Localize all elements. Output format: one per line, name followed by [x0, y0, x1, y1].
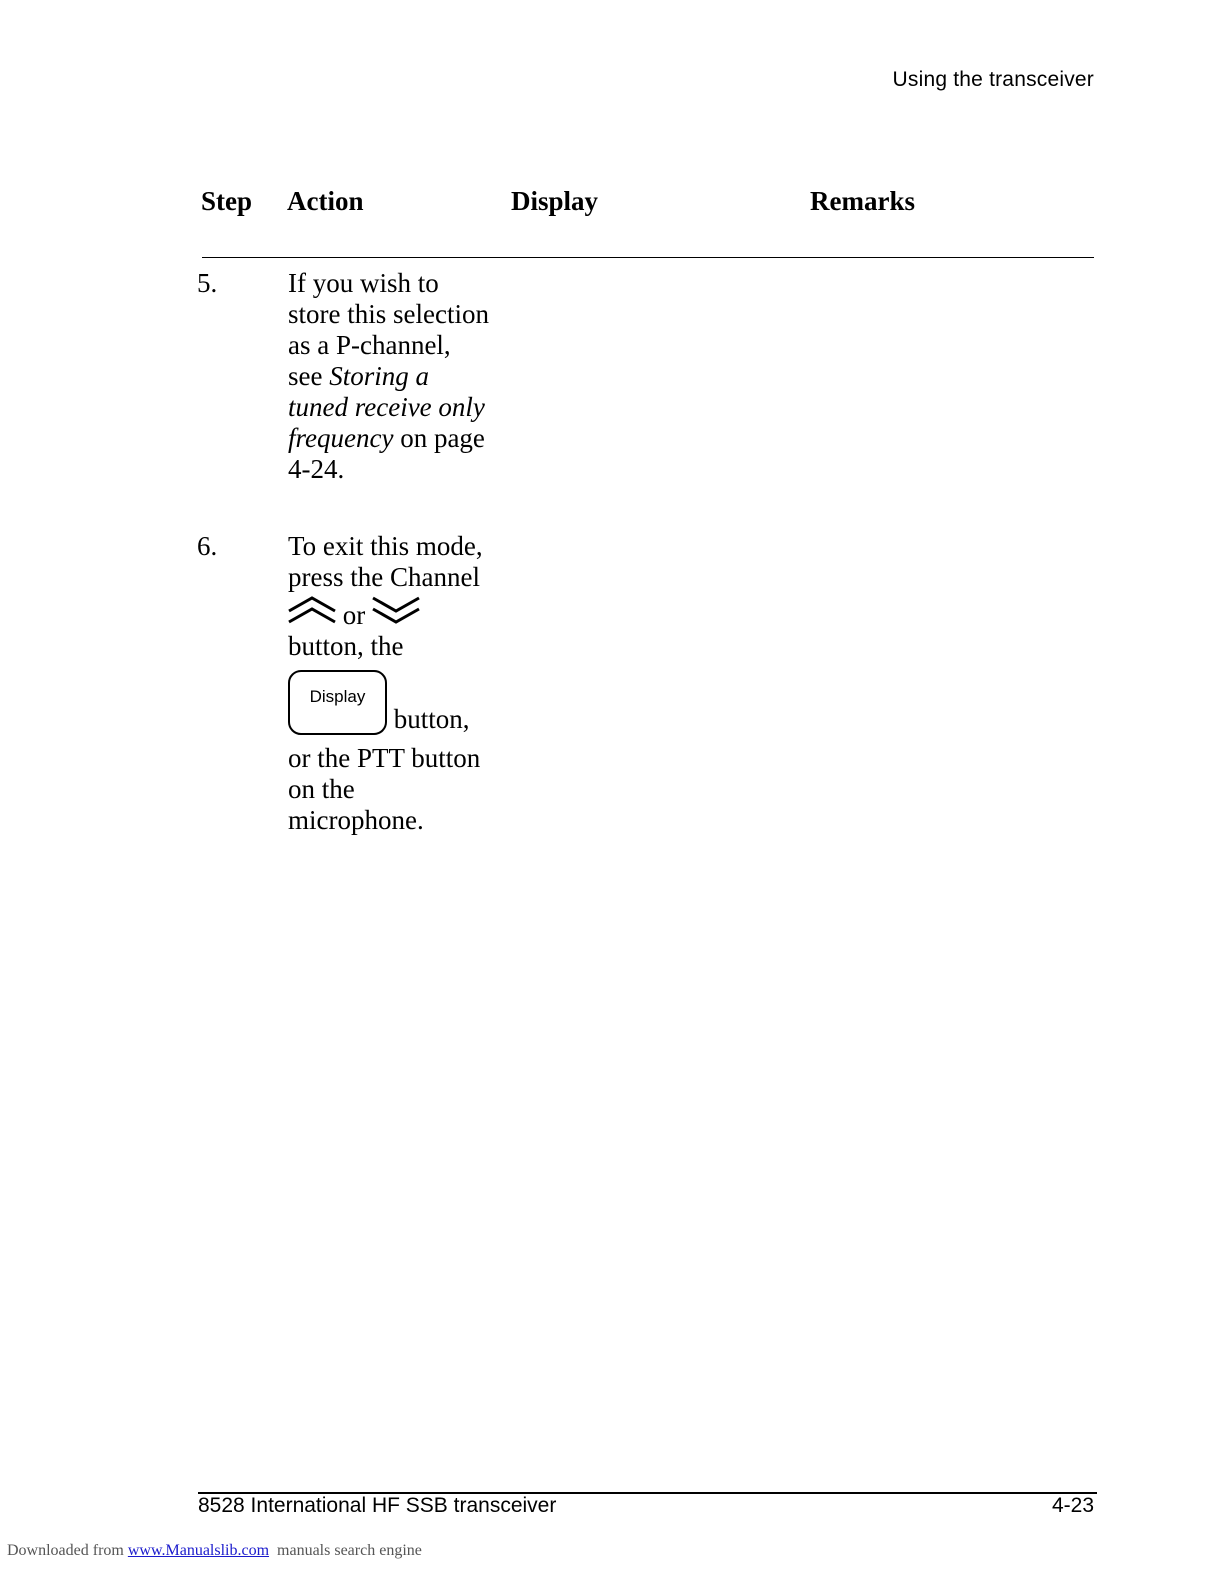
action-line: on the — [288, 774, 355, 804]
action-line: button, the — [288, 631, 404, 661]
manualslib-link[interactable]: www.Manualslib.com — [127, 1542, 270, 1559]
chevron-down-double-icon — [372, 596, 420, 631]
step-action-text — [288, 268, 498, 485]
action-line: or the PTT button — [288, 743, 481, 773]
action-text: button, — [387, 704, 470, 734]
display-key-button[interactable]: Display — [288, 670, 387, 735]
page-number: 4-23 — [1051, 1494, 1094, 1517]
footer-title: 8528 International HF SSB transceiver — [198, 1494, 557, 1517]
cross-reference-title: Storing a — [329, 361, 429, 391]
column-header-action: Action — [287, 186, 364, 216]
action-text: or — [336, 600, 372, 630]
action-text: on page — [393, 423, 485, 453]
action-line — [288, 423, 498, 454]
step-action-text — [288, 531, 498, 836]
step-number: 5. — [197, 268, 218, 298]
cross-reference-title: tuned receive only — [288, 392, 485, 422]
action-line: If you wish to — [288, 268, 439, 298]
column-header-remarks: Remarks — [810, 186, 915, 216]
action-text: see — [288, 361, 330, 391]
download-note — [7, 1542, 422, 1560]
action-line: microphone. — [288, 805, 424, 835]
action-line: press the Channel — [288, 562, 480, 592]
action-line — [288, 392, 498, 423]
column-header-display: Display — [511, 186, 599, 216]
step-number: 6. — [197, 531, 218, 561]
action-line — [288, 596, 498, 631]
download-note-suffix: manuals search engine — [269, 1542, 422, 1559]
column-header-step: Step — [201, 186, 253, 216]
download-note-prefix: Downloaded from — [7, 1542, 128, 1559]
action-line: To exit this mode, — [288, 531, 483, 561]
header-rule — [202, 257, 1094, 258]
chevron-up-double-icon — [288, 596, 336, 631]
running-header: Using the transceiver — [892, 68, 1094, 91]
action-line: as a P-channel, — [288, 330, 451, 360]
action-line — [288, 670, 498, 735]
action-line: store this selection — [288, 299, 489, 329]
action-line — [288, 361, 498, 392]
cross-reference-title: frequency — [288, 423, 394, 453]
action-line: 4-24. — [288, 454, 345, 484]
